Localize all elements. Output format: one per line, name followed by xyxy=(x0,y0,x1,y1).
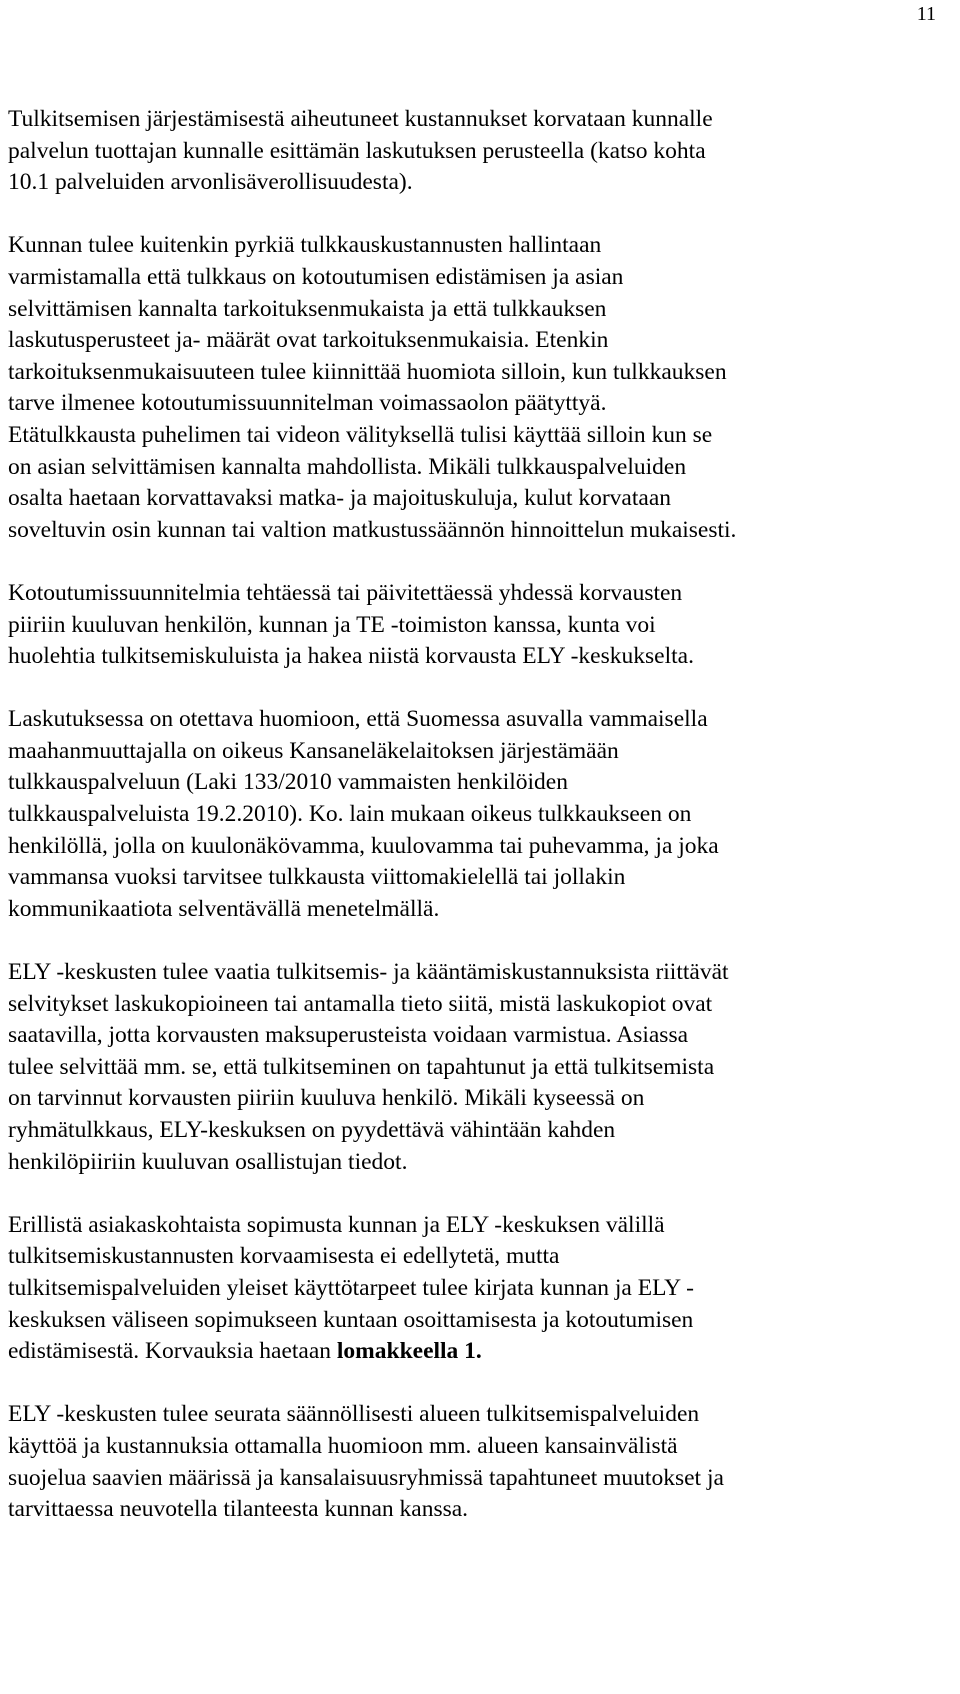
paragraph-separate-agreement xyxy=(8,1210,948,1368)
paragraph-ely-requirements: ELY -keskusten tulee vaatia tulkitsemis- ja kääntämiskustannuksista riittävät selvitykset laskukopioineen tai antamalla tieto siitä, mistä laskukopiot ovat saatavilla, jotta korvausten maksuperusteista voidaan varmistua. Asiassa tulee selvittää mm. se, että tulkitseminen on tapahtunut ja että tulkitsemista on tarvinnut korvausten piiriin kuuluva henkilö. Mikäli kyseessä on ryhmätulkkaus, ELY-keskuksen on pyydettävä vähintään kahden henkilöpiiriin kuuluvan osallistujan tiedot. xyxy=(8,959,729,1175)
body-text xyxy=(8,104,948,1526)
separate-agreement-text: Erillistä asiakaskohtaista sopimusta kunnan ja ELY -keskuksen välillä tulkitsemiskustannusten korvaamisesta ei edellytetä, mutta tulkitsemispalveluiden yleiset käyttötarpeet tulee kirjata kunnan ja ELY - keskuksen väliseen sopimukseen kuntaan osoittamisesta ja kotoutumisen edistämisestä. Korvauksia haetaan xyxy=(8,1211,694,1365)
paragraph-integration-plans: Kotoutumissuunnitelmia tehtäessä tai päivitettäessä yhdessä korvausten piiriin kuuluvan henkilön, kunnan ja TE -toimiston kanssa, kunta voi huolehtia tulkitsemiskuluista ja hakea niistä korvausta ELY -keskukselta. xyxy=(8,579,694,670)
paragraph-cost-management: Kunnan tulee kuitenkin pyrkiä tulkkauskustannusten hallintaan varmistamalla että tulkkaus on kotoutumisen edistämisen ja asian selvittämisen kannalta tarkoituksenmukaista ja että tulkkauksen laskutusperusteet ja- määrät ovat tarkoituksenmukaisia. Etenkin tarkoituksenmukaisuuteen tulee kiinnittää huomiota silloin, kun tulkkauksen tarve ilmenee kotoutumissuunnitelman voimassaolon päätyttyä. Etätulkkausta puhelimen tai videon välityksellä tulisi käyttää silloin kun se on asian selvittämisen kannalta mahdollista. Mikäli tulkkauspalveluiden osalta haetaan korvattavaksi matka- ja majoituskuluja, kulut korvataan soveltuvin osin kunnan tai valtion matkustussäännön hinnoittelun mukaisesti. xyxy=(8,232,737,543)
paragraph-ely-monitoring: ELY -keskusten tulee seurata säännöllisesti alueen tulkitsemispalveluiden käyttöä ja kustannuksia ottamalla huomioon mm. alueen kansainvälistä suojelua saavien määrissä ja kansalaisuusryhmissä tapahtuneet muutokset ja tarvittaessa neuvotella tilanteesta kunnan kanssa. xyxy=(8,1401,724,1523)
page-number: 11 xyxy=(916,3,936,25)
form-reference: lomakkeella 1. xyxy=(336,1338,482,1365)
paragraph-disability-interpreting: Laskutuksessa on otettava huomioon, että Suomessa asuvalla vammaisella maahanmuuttajalla on oikeus Kansaneläkelaitoksen järjestämään tulkkauspalveluun (Laki 133/2010 vammaisten henkilöiden tulkkauspalveluista 19.2.2010). Ko. lain mukaan oikeus tulkkaukseen on henkilöllä, jolla on kuulonäkövamma, kuulovamma tai puhevamma, ja joka vammansa vuoksi tarvitsee tulkkausta viittomakielellä tai jollakin kommunikaatiota selventävällä menetelmällä. xyxy=(8,706,719,922)
paragraph-cost-compensation: Tulkitsemisen järjestämisestä aiheutuneet kustannukset korvataan kunnalle palvelun tuottajan kunnalle esittämän laskutuksen perusteella (katso kohta 10.1 palveluiden arvonlisäverollisuudesta). xyxy=(8,106,713,196)
